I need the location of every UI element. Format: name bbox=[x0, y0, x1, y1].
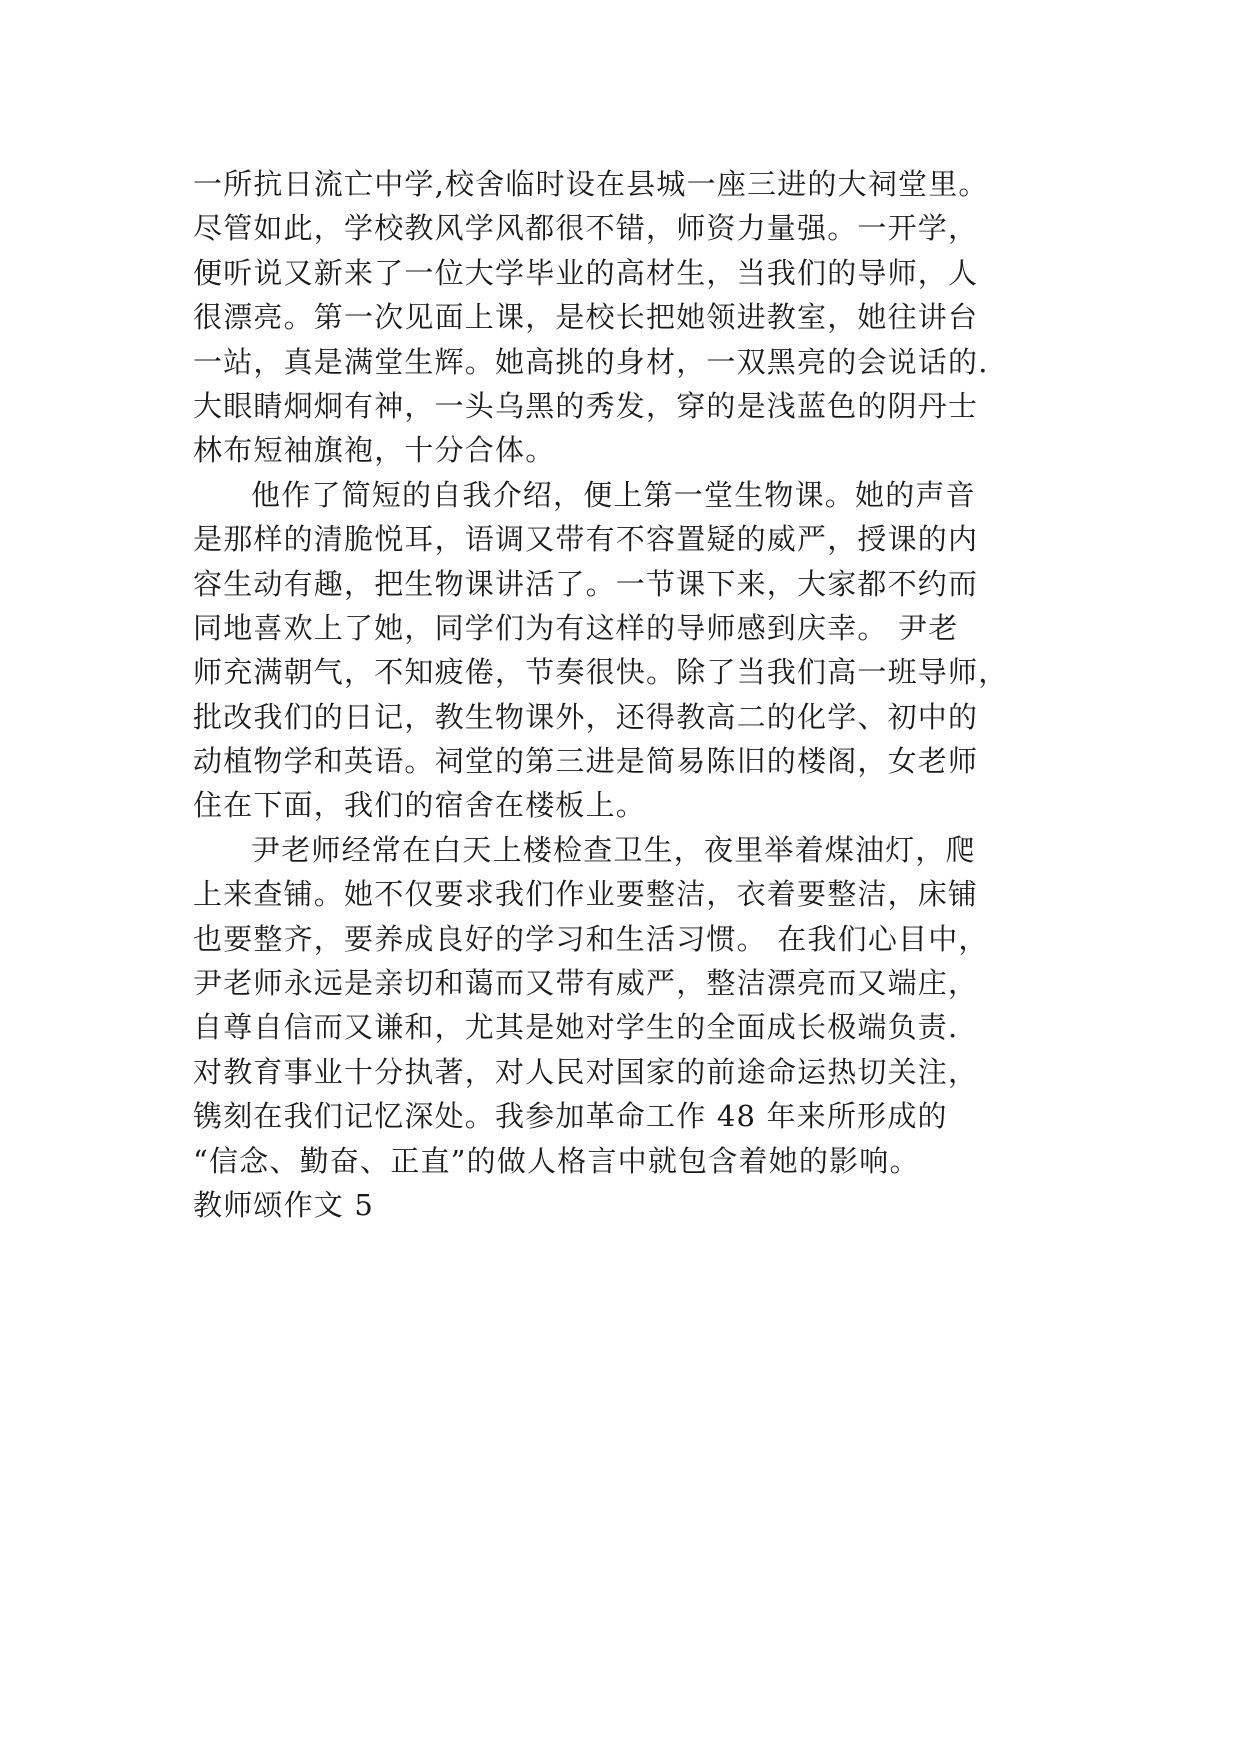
paragraph bbox=[193, 828, 1093, 1183]
text-line: 容生动有趣，把生物课讲活了。一节课下来，大家都不约而 bbox=[193, 566, 979, 601]
text-line: 尹老师经常在白天上楼检查卫生，夜里举着煤油灯，爬 bbox=[251, 832, 976, 867]
text-line: 也要整齐，要养成良好的学习和生活习惯。 在我们心目中， bbox=[193, 921, 989, 956]
text-line: 同地喜欢上了她，同学们为有这样的导师感到庆幸。 尹老 bbox=[193, 610, 959, 645]
text-line: 他作了简短的自我介绍，便上第一堂生物课。她的声音 bbox=[251, 477, 976, 512]
text-line: 上来查铺。她不仅要求我们作业要整洁，衣着要整洁，床铺 bbox=[193, 877, 979, 912]
section-heading bbox=[193, 1183, 1093, 1227]
text-line: 自尊自信而又谦和，尤其是她对学生的全面成长极端负责. bbox=[193, 1010, 959, 1045]
text-line: 师充满朝气，不知疲倦，节奏很快。除了当我们高一班导师， bbox=[193, 655, 1009, 690]
text-line: 是那样的清脆悦耳，语调又带有不容置疑的威严，授课的内 bbox=[193, 522, 979, 557]
text-line: 很漂亮。第一次见面上课，是校长把她领进教室，她往讲台 bbox=[193, 300, 979, 335]
text-line: 动植物学和英语。祠堂的第三进是简易陈旧的楼阁，女老师 bbox=[193, 744, 979, 779]
text-line: 镌刻在我们记忆深处。我参加革命工作 48 年来所形成的 bbox=[193, 1099, 948, 1134]
text-line: 住在下面，我们的宿舍在楼板上。 bbox=[193, 788, 647, 823]
text-line: 尹老师永远是亲切和蔼而又带有威严，整洁漂亮而又端庄， bbox=[193, 966, 979, 1001]
text-line: 一所抗日流亡中学,校舍临时设在县城一座三进的大祠堂里。 bbox=[193, 167, 989, 201]
text-line: 便听说又新来了一位大学毕业的高材生，当我们的导师，人 bbox=[193, 255, 979, 290]
document-body bbox=[193, 162, 1093, 1227]
section-title: 教师颂作文 5 bbox=[193, 1187, 375, 1222]
text-line: “信念、勤奋、正直”的做人格言中就包含着她的影响。 bbox=[193, 1143, 920, 1178]
text-line: 对教育事业十分执著，对人民对国家的前途命运热切关注， bbox=[193, 1054, 979, 1089]
text-line: 批改我们的日记，教生物课外，还得教高二的化学、初中的 bbox=[193, 699, 979, 734]
text-line: 尽管如此，学校教风学风都很不错，师资力量强。一开学， bbox=[193, 211, 979, 246]
text-line: 大眼睛炯炯有神，一头乌黑的秀发，穿的是浅蓝色的阴丹士 bbox=[193, 388, 979, 423]
text-line: 林布短袖旗袍，十分合体。 bbox=[193, 433, 556, 468]
text-line: 一站，真是满堂生辉。她高挑的身材，一双黑亮的会说话的. bbox=[193, 344, 989, 379]
paragraph bbox=[193, 162, 1093, 473]
paragraph bbox=[193, 473, 1093, 828]
